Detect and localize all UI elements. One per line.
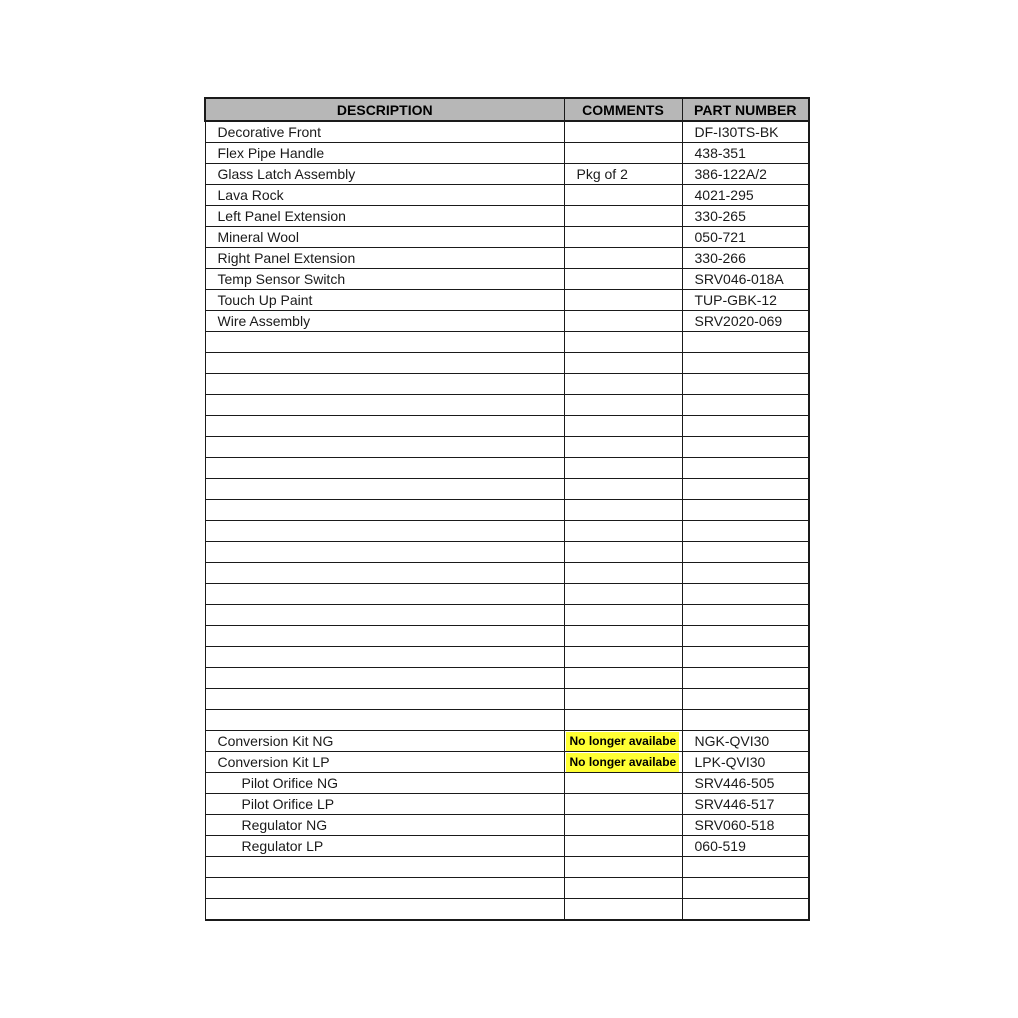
table-row (205, 479, 809, 500)
cell-comment (564, 290, 682, 311)
cell-comment (564, 458, 682, 479)
cell-description (205, 332, 564, 353)
table-row (205, 836, 809, 857)
table-row (205, 227, 809, 248)
cell-description: Right Panel Extension (205, 248, 564, 269)
cell-comment (564, 794, 682, 815)
cell-description (205, 626, 564, 647)
cell-description (205, 647, 564, 668)
table-row (205, 647, 809, 668)
cell-description: Mineral Wool (205, 227, 564, 248)
table-row (205, 542, 809, 563)
table-row (205, 332, 809, 353)
table-row (205, 752, 809, 773)
table-row (205, 563, 809, 584)
cell-comment (564, 416, 682, 437)
cell-part-number (682, 521, 809, 542)
cell-description: Pilot Orifice LP (205, 794, 564, 815)
unavailable-highlight: No longer availabe (566, 732, 680, 751)
cell-description: Pilot Orifice NG (205, 773, 564, 794)
cell-part-number: 330-265 (682, 206, 809, 227)
table-row (205, 773, 809, 794)
cell-comment (564, 836, 682, 857)
table-row (205, 584, 809, 605)
cell-comment (564, 437, 682, 458)
table-header (205, 98, 809, 121)
cell-part-number: SRV060-518 (682, 815, 809, 836)
cell-comment (564, 710, 682, 731)
cell-part-number (682, 668, 809, 689)
cell-comment (564, 311, 682, 332)
cell-part-number: 438-351 (682, 143, 809, 164)
cell-comment (564, 479, 682, 500)
cell-description (205, 899, 564, 921)
cell-description (205, 521, 564, 542)
cell-part-number: SRV046-018A (682, 269, 809, 290)
table-row (205, 458, 809, 479)
cell-comment (564, 353, 682, 374)
cell-part-number: 4021-295 (682, 185, 809, 206)
cell-part-number: 050-721 (682, 227, 809, 248)
cell-description (205, 710, 564, 731)
cell-part-number (682, 605, 809, 626)
cell-description (205, 605, 564, 626)
cell-comment (564, 143, 682, 164)
header-description: DESCRIPTION (205, 98, 564, 121)
cell-comment (564, 374, 682, 395)
table-row (205, 857, 809, 878)
cell-part-number (682, 395, 809, 416)
table-row (205, 521, 809, 542)
cell-part-number: 386-122A/2 (682, 164, 809, 185)
cell-comment (564, 857, 682, 878)
cell-description (205, 857, 564, 878)
cell-description (205, 353, 564, 374)
cell-description: Glass Latch Assembly (205, 164, 564, 185)
cell-part-number: SRV446-517 (682, 794, 809, 815)
cell-description: Decorative Front (205, 121, 564, 143)
parts-list-table (204, 97, 808, 921)
cell-description (205, 563, 564, 584)
table-row (205, 164, 809, 185)
cell-description: Flex Pipe Handle (205, 143, 564, 164)
cell-part-number: 330-266 (682, 248, 809, 269)
cell-description (205, 542, 564, 563)
table-row (205, 878, 809, 899)
header-comments: COMMENTS (564, 98, 682, 121)
cell-part-number (682, 416, 809, 437)
cell-description: Regulator NG (205, 815, 564, 836)
cell-description: Conversion Kit NG (205, 731, 564, 752)
cell-part-number (682, 437, 809, 458)
cell-comment (564, 605, 682, 626)
cell-part-number (682, 374, 809, 395)
cell-description (205, 395, 564, 416)
cell-part-number (682, 563, 809, 584)
cell-part-number (682, 710, 809, 731)
cell-part-number (682, 584, 809, 605)
table-row (205, 185, 809, 206)
cell-description (205, 689, 564, 710)
cell-part-number: SRV446-505 (682, 773, 809, 794)
table-row (205, 269, 809, 290)
table-row (205, 668, 809, 689)
table-row (205, 374, 809, 395)
table-row (205, 395, 809, 416)
parts-table-grid (204, 97, 810, 921)
cell-comment (564, 332, 682, 353)
table-row (205, 794, 809, 815)
cell-comment (564, 542, 682, 563)
cell-description: Wire Assembly (205, 311, 564, 332)
cell-part-number: DF-I30TS-BK (682, 121, 809, 143)
table-row (205, 311, 809, 332)
cell-part-number (682, 542, 809, 563)
cell-part-number: LPK-QVI30 (682, 752, 809, 773)
cell-comment (564, 626, 682, 647)
table-row (205, 689, 809, 710)
cell-comment (564, 248, 682, 269)
table-row (205, 437, 809, 458)
table-row (205, 121, 809, 143)
cell-part-number (682, 626, 809, 647)
cell-comment (564, 269, 682, 290)
cell-part-number: 060-519 (682, 836, 809, 857)
cell-description: Lava Rock (205, 185, 564, 206)
table-row (205, 626, 809, 647)
cell-part-number (682, 479, 809, 500)
table-row (205, 353, 809, 374)
cell-comment (564, 395, 682, 416)
cell-comment (564, 500, 682, 521)
cell-description (205, 479, 564, 500)
header-row (205, 98, 809, 121)
cell-part-number: NGK-QVI30 (682, 731, 809, 752)
cell-comment (564, 185, 682, 206)
cell-description (205, 878, 564, 899)
table-row (205, 248, 809, 269)
cell-description: Regulator LP (205, 836, 564, 857)
cell-comment (564, 689, 682, 710)
table-row (205, 899, 809, 921)
cell-part-number: TUP-GBK-12 (682, 290, 809, 311)
cell-part-number (682, 878, 809, 899)
cell-comment (564, 647, 682, 668)
cell-description: Conversion Kit LP (205, 752, 564, 773)
table-row (205, 815, 809, 836)
cell-description: Temp Sensor Switch (205, 269, 564, 290)
cell-description (205, 416, 564, 437)
cell-description (205, 458, 564, 479)
header-part-number: PART NUMBER (682, 98, 809, 121)
cell-comment (564, 668, 682, 689)
table-row (205, 500, 809, 521)
table-row (205, 143, 809, 164)
cell-comment (564, 899, 682, 921)
cell-part-number (682, 458, 809, 479)
cell-description (205, 374, 564, 395)
cell-comment (564, 815, 682, 836)
cell-description (205, 437, 564, 458)
table-body (205, 121, 809, 920)
cell-part-number: SRV2020-069 (682, 311, 809, 332)
cell-part-number (682, 899, 809, 921)
table-row (205, 206, 809, 227)
cell-comment (564, 773, 682, 794)
cell-comment (564, 521, 682, 542)
table-row (205, 731, 809, 752)
cell-part-number (682, 857, 809, 878)
cell-comment: Pkg of 2 (564, 164, 682, 185)
cell-comment (564, 878, 682, 899)
cell-comment (564, 731, 682, 752)
table-row (205, 605, 809, 626)
cell-description: Touch Up Paint (205, 290, 564, 311)
cell-comment (564, 206, 682, 227)
cell-part-number (682, 353, 809, 374)
cell-comment (564, 563, 682, 584)
cell-part-number (682, 332, 809, 353)
table-row (205, 416, 809, 437)
cell-part-number (682, 500, 809, 521)
cell-description: Left Panel Extension (205, 206, 564, 227)
table-row (205, 290, 809, 311)
cell-part-number (682, 647, 809, 668)
unavailable-highlight: No longer availabe (566, 753, 680, 772)
cell-part-number (682, 689, 809, 710)
cell-description (205, 500, 564, 521)
table-row (205, 710, 809, 731)
cell-comment (564, 584, 682, 605)
cell-description (205, 668, 564, 689)
cell-comment (564, 752, 682, 773)
cell-comment (564, 227, 682, 248)
cell-comment (564, 121, 682, 143)
cell-description (205, 584, 564, 605)
